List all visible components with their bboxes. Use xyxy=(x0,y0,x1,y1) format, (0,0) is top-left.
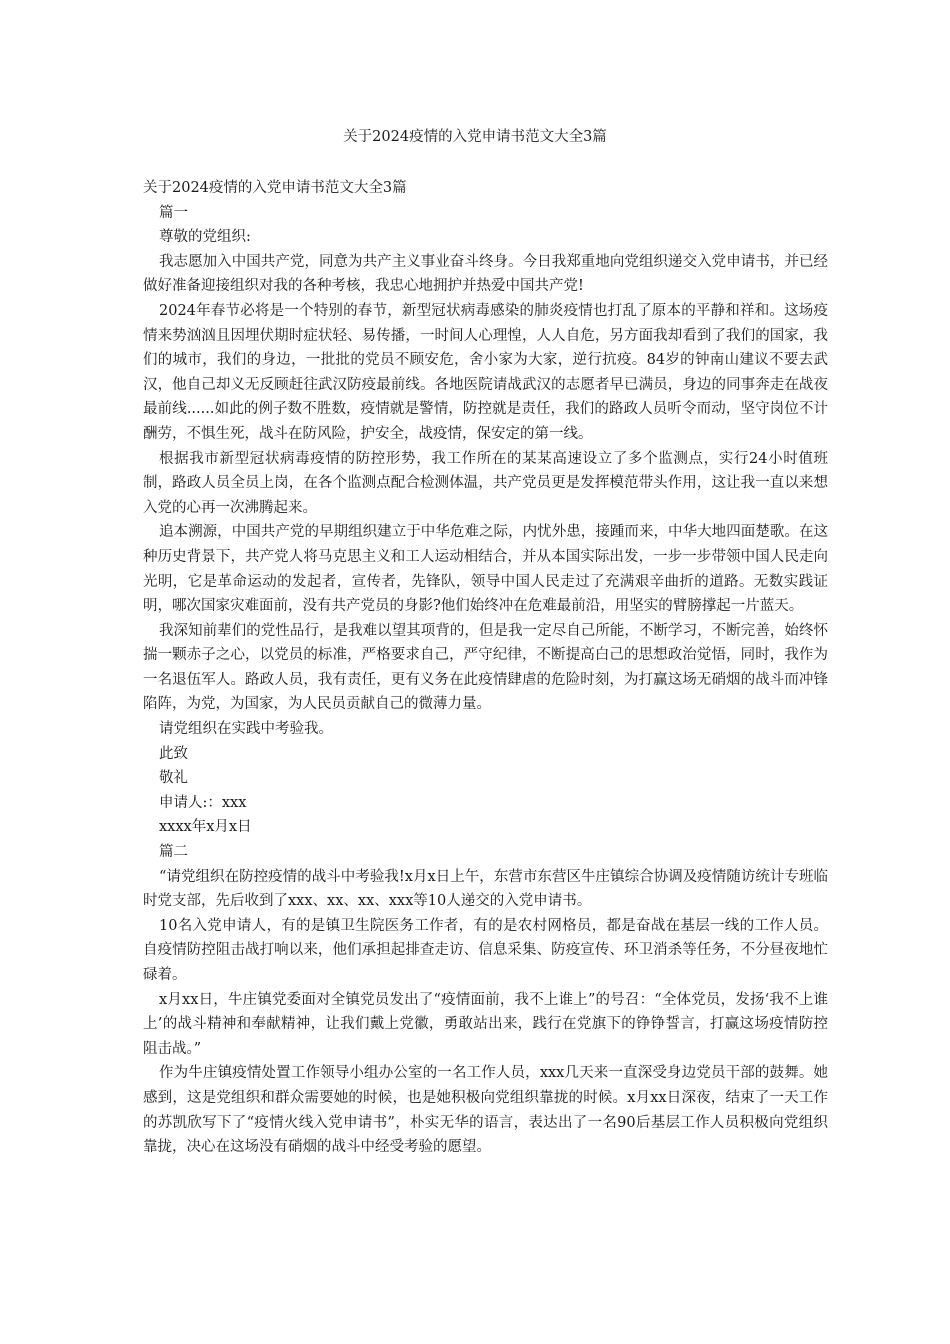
paragraph: 追本溯源，中国共产党的早期组织建立于中华危难之际，内忧外患，接踵而来，中华大地四面楚歌。在这种历史背景下，共产党人将马克思主义和工人运动相结合，并从本国实际出发，一步一步带领中国人民走向光明，它是革命运动的发起者，宣传者，先锋队，领导中国人民走过了充满艰辛曲折的道路。无数实践证明，哪次国家灾难面前，没有共产党员的身影?他们始终冲在危难最前沿，用坚实的臂膀撑起一片蓝天。 xyxy=(143,524,828,615)
paragraph: 10名入党申请人，有的是镇卫生院医务工作者，有的是农村网格员，都是奋战在基层一线的工作人员。自疫情防控阻击战打响以来，他们承担起排查走访、信息采集、防疫宣传、环卫消杀等任务，不分昼夜地忙碌着。 xyxy=(143,917,828,983)
section-heading-1: 篇一 xyxy=(159,204,188,221)
salutation: 尊敬的党组织: xyxy=(159,229,251,246)
paragraph: 我深知前辈们的党性品行，是我难以望其项背的，但是我一定尽自己所能，不断学习，不断完善，始终怀揣一颗赤子之心，以党员的标准，严格要求自己，严守纪律，不断提高白己的思想政治觉悟，同时，我作为一名退伍军人。路政人员，我有责任，更有义务在此疫情肆虐的危险时刻，为打赢这场无硝烟的战斗而冲锋陷阵，为党，为国家，为人民员贡献自己的微薄力量。 xyxy=(143,622,828,713)
paragraph: 根据我市新型冠状病毒疫情的防控形势，我工作所在的某某高速设立了多个监测点，实行24小时值班制，路政人员全员上岗，在各个监测点配合检测体温，共产党员更是发挥模范带头作用，这让我一直以来想入党的心再一次沸腾起来。 xyxy=(143,450,828,516)
applicant-line: 申请人:：xxx xyxy=(159,794,247,811)
paragraph: 2024年春节必将是一个特别的春节，新型冠状病毒感染的肺炎疫情也打乱了原本的平静和祥和。这场疫情来势汹汹且因埋伏期时症状轻、易传播，一时间人心理惶，人人自危，另方面我却看到了我们的国家，我们的城市，我们的身边，一批批的党员不顾安危，舍小家为大家，逆行抗疫。84岁的钟南山建议不要去武汉，他自己却义无反顾赶往武汉防疫最前线。各地医院请战武汉的志愿者早已满员，身边的同事奔走在战夜最前线......如此的例子数不胜数，疫情就是警情，防控就是责任，我们的路政人员听令而动，坚守岗位不计酬劳，不惧生死，战斗在防风险，护安全，战疫情，保安定的第一线。 xyxy=(143,302,828,442)
document-title-line: 关于2024疫情的入党申请书范文大全3篇 xyxy=(143,180,407,196)
closing-line: 敬礼 xyxy=(159,770,188,787)
page-header-title: 关于2024疫情的入党申请书范文大全3篇 xyxy=(343,129,607,145)
closing-line: 此致 xyxy=(159,745,188,762)
document-body xyxy=(143,176,828,1160)
paragraph: “请党组织在防控疫情的战斗中考验我!x月x日上午，东营市东营区牛庄镇综合协调及疫情随访统计专班临时党支部，先后收到了xxx、xx、xx、xxx等10人递交的入党申请书。 xyxy=(143,868,828,910)
section-heading-2: 篇二 xyxy=(159,844,188,861)
date-line: xxxx年x月x日 xyxy=(159,819,252,836)
paragraph: 作为牛庄镇疫情处置工作领导小组办公室的一名工作人员，xxx几天来一直深受身边党员干部的鼓舞。她感到，这是党组织和群众需要她的时候，也是她积极向党组织靠拢的时候。x月xx日深夜，结束了一天工作的苏凯欣写下了“疫情火线入党申请书”，朴实无华的语言，表达出了一名90后基层工作人员积极向党组织靠拢，决心在这场没有硝烟的战斗中经受考验的愿望。 xyxy=(143,1065,828,1156)
paragraph: 请党组织在实践中考验我。 xyxy=(159,721,333,738)
paragraph: 我志愿加入中国共产党，同意为共产主义事业奋斗终身。今日我郑重地向党组织递交入党申请书，并已经做好准备迎接组织对我的各种考核，我忠心地拥护并热爱中国共产党! xyxy=(143,253,828,295)
paragraph: x月xx日，牛庄镇党委面对全镇党员发出了“疫情面前，我不上谁上”的号召：“全体党员，发扬‘我不上谁上’的战斗精神和奉献精神，让我们戴上党徽，勇敢站出来，践行在党旗下的铮铮誓言，打赢这场疫情防控阻击战。” xyxy=(143,991,828,1057)
